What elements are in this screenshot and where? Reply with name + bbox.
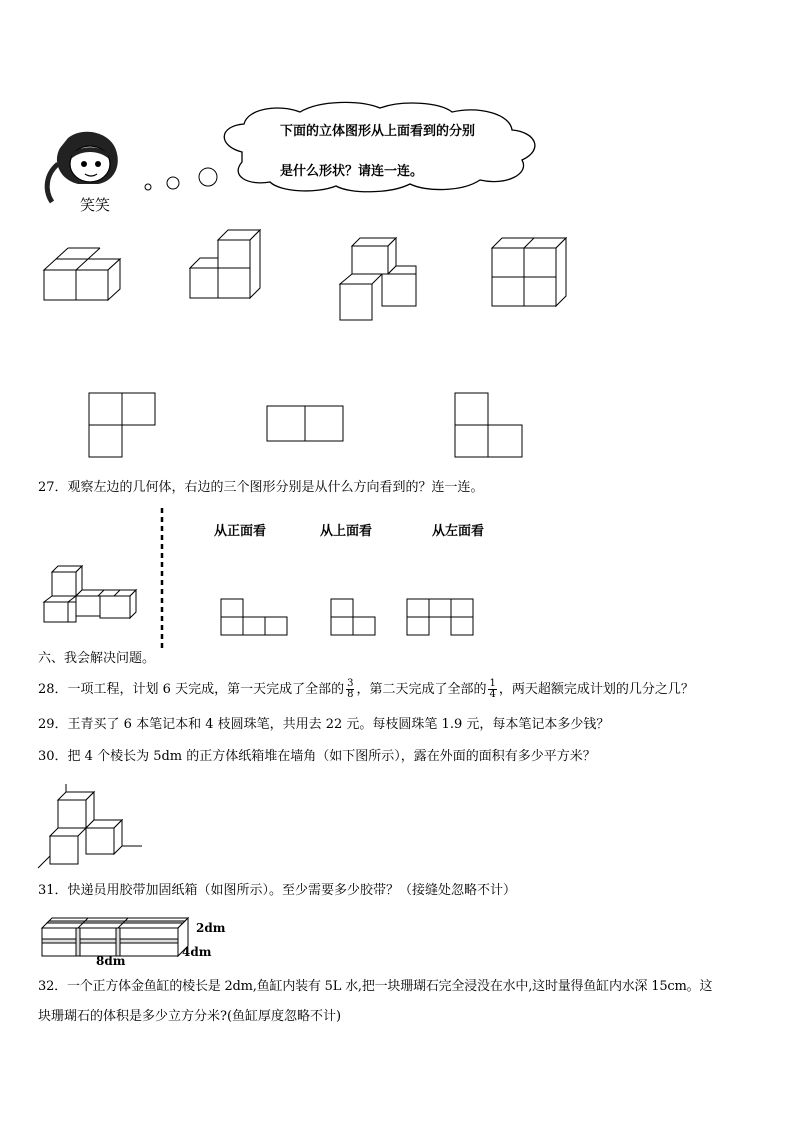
dim-width: 4dm: [182, 945, 212, 959]
question-32-line-2: 块珊瑚石的体积是多少立方分米?(鱼缸厚度忽略不计): [38, 1009, 342, 1024]
fraction-denominator: 8: [347, 689, 354, 700]
q27-view-a: [220, 598, 290, 638]
view-shape-3: [454, 392, 526, 458]
q27-view-c: [406, 598, 476, 638]
bubble-line-1: 下面的立体图形从上面看到的分别: [280, 124, 476, 139]
view-label-top: 从上面看: [320, 524, 373, 539]
view-shape-1: [88, 392, 158, 458]
fraction-numerator: 3: [347, 678, 354, 689]
q27-solid: [42, 564, 142, 624]
dashed-divider: [160, 508, 164, 650]
thought-bubble: [140, 100, 580, 200]
solid-figure-2: [188, 226, 268, 301]
view-shape-2: [266, 405, 346, 443]
fraction-numerator: 1: [489, 678, 496, 689]
question-31: 31．快递员用胶带加固纸箱（如图所示）。至少需要多少胶带？（接缝处忽略不计）: [38, 883, 517, 898]
q28-part-1: 28．一项工程，计划 6 天完成，第一天完成了全部的: [38, 682, 345, 697]
q28-part-3: ，两天超额完成计划的几分之几？: [498, 682, 694, 697]
dim-height: 2dm: [196, 921, 226, 935]
bubble-line-2: 是什么形状？请连一连。: [280, 164, 424, 179]
solid-figure-1: [40, 245, 125, 303]
view-label-front: 从正面看: [214, 524, 267, 539]
question-27: 27．观察左边的几何体，右边的三个图形分别是从什么方向看到的？连一连。: [38, 480, 484, 495]
question-32-line-1: 32．一个正方体金鱼缸的棱长是 2dm,鱼缸内装有 5L 水,把一块珊瑚石完全浸没在水中,这时量得鱼缸内水深 15cm。这: [38, 979, 713, 994]
section-6-title: 六、我会解决问题。: [38, 651, 156, 666]
solid-figure-3: [338, 236, 423, 324]
question-28: [38, 679, 694, 700]
view-label-left: 从左面看: [432, 524, 485, 539]
fraction-1-4: [488, 679, 496, 700]
dim-length: 8dm: [96, 954, 126, 968]
question-30: 30．把 4 个棱长为 5dm 的正方体纸箱堆在墙角（如下图所示），露在外面的面积有多少平方米？: [38, 749, 596, 764]
fraction-denominator: 4: [489, 689, 496, 700]
q27-view-b: [330, 598, 380, 638]
fraction-3-8: [346, 679, 354, 700]
q31-taped-box: [40, 910, 190, 960]
q30-cubes-in-corner: [36, 784, 146, 870]
q28-part-2: ，第二天完成了全部的: [356, 682, 487, 697]
solid-figure-4: [490, 236, 570, 308]
mascot-name: 笑笑: [80, 196, 111, 214]
question-29: 29．王青买了 6 本笔记本和 4 枝圆珠笔，共用去 22 元。每枝圆珠笔 1.9 元，每本笔记本多少钱？: [38, 717, 610, 732]
